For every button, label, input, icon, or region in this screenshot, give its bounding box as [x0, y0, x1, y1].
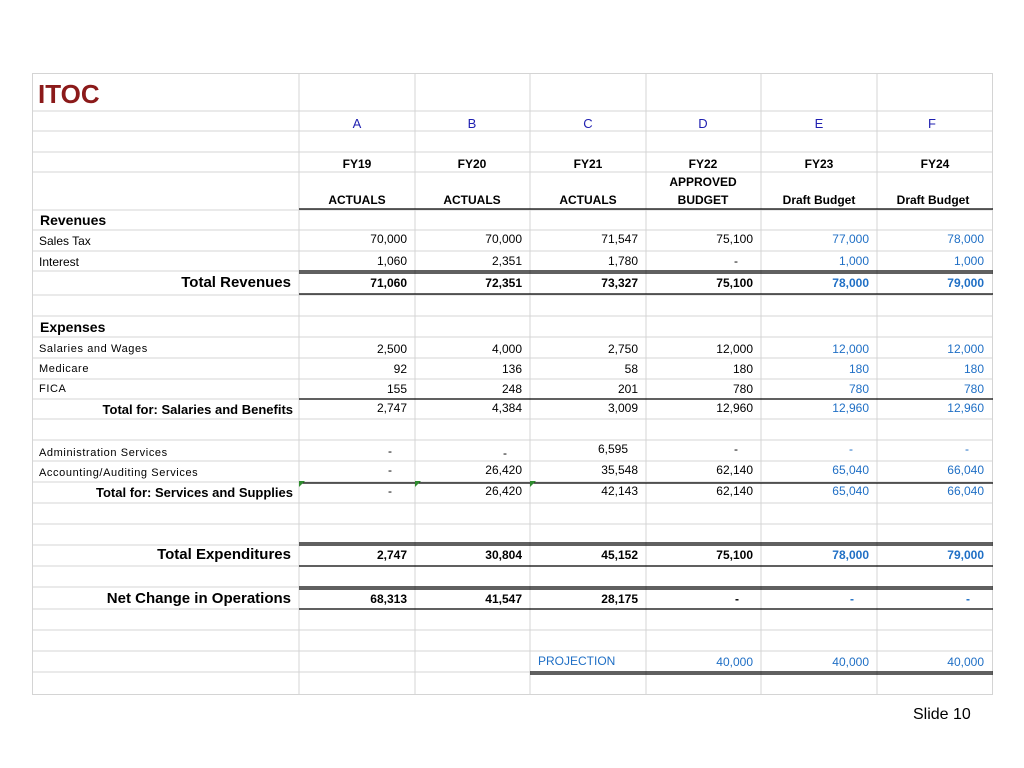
cell-value: 4,384 [491, 401, 522, 415]
cell-value: 1,060 [376, 254, 407, 268]
cell-value: 70,000 [485, 232, 522, 246]
column-letter: A [352, 116, 362, 131]
cell-value: 40,000 [832, 655, 869, 669]
column-letter: D [698, 116, 708, 131]
fiscal-year-header: FY20 [457, 157, 487, 171]
cell-value: 26,420 [485, 484, 522, 498]
cell-value: 2,750 [607, 342, 638, 356]
status-header: Draft Budget [782, 193, 856, 207]
cell-value: 136 [501, 362, 522, 376]
row-label: FICA [39, 383, 67, 395]
cell-value: 78,000 [832, 276, 869, 290]
status-header: ACTUALS [328, 193, 386, 207]
cell-value: 12,000 [947, 342, 984, 356]
cell-value: 40,000 [716, 655, 753, 669]
cell-value: 75,100 [716, 548, 753, 562]
sheet-title: ITOC [38, 79, 100, 109]
row-label: Interest [39, 255, 80, 269]
column-letter: C [583, 116, 593, 131]
cell-value: 780 [848, 382, 869, 396]
cell-value: 12,960 [716, 401, 753, 415]
column-letter: B [467, 116, 477, 131]
column-letter: E [814, 116, 824, 131]
projection-label: PROJECTION [538, 654, 616, 668]
cell-value: 45,152 [601, 548, 638, 562]
fiscal-year-header: FY21 [573, 157, 603, 171]
cell-value: - [734, 442, 738, 456]
cell-value: - [503, 446, 507, 460]
cell-value: - [735, 592, 739, 606]
cell-value: 2,747 [376, 548, 407, 562]
cell-value: 6,595 [597, 442, 628, 456]
slide-number: Slide 10 [913, 706, 971, 723]
cell-value: - [849, 442, 853, 456]
cell-value: 1,780 [607, 254, 638, 268]
row-label: Sales Tax [39, 234, 91, 248]
cell-value: 180 [848, 362, 869, 376]
status-header: Draft Budget [896, 193, 970, 207]
cell-value: 201 [617, 382, 638, 396]
fiscal-year-header: FY19 [342, 157, 372, 171]
cell-value: 78,000 [832, 548, 869, 562]
fiscal-year-header: FY23 [804, 157, 834, 171]
cell-value: 73,327 [601, 276, 638, 290]
cell-value: 58 [624, 362, 638, 376]
cell-value: 2,747 [376, 401, 407, 415]
cell-value: 42,143 [601, 484, 638, 498]
cell-value: 65,040 [832, 463, 869, 477]
cell-value: 62,140 [716, 484, 753, 498]
total-expenditures-label: Total Expenditures [157, 546, 291, 563]
row-label: Accounting/Auditing Services [39, 467, 199, 479]
cell-value: 12,960 [832, 401, 869, 415]
cell-value: 26,420 [485, 463, 522, 477]
total-services-label: Total for: Services and Supplies [96, 485, 293, 500]
cell-value: 65,040 [832, 484, 869, 498]
cell-value: 12,000 [716, 342, 753, 356]
status-header: ACTUALS [559, 193, 617, 207]
cell-value: 4,000 [491, 342, 522, 356]
cell-value: 1,000 [838, 254, 869, 268]
column-letter: F [928, 116, 936, 131]
cell-value: 155 [386, 382, 407, 396]
cell-value: 75,100 [716, 276, 753, 290]
row-label: Administration Services [39, 447, 168, 459]
status-header: ACTUALS [443, 193, 501, 207]
cell-value: 1,000 [953, 254, 984, 268]
cell-value: 28,175 [601, 592, 638, 606]
total-salaries-label: Total for: Salaries and Benefits [102, 402, 293, 417]
cell-value: 30,804 [485, 548, 522, 562]
cell-value: 75,100 [716, 232, 753, 246]
cell-value: 68,313 [370, 592, 407, 606]
cell-value: 12,000 [832, 342, 869, 356]
approved-header: APPROVED [669, 175, 737, 189]
cell-value: 71,060 [370, 276, 407, 290]
cell-value: 780 [963, 382, 984, 396]
net-change-label: Net Change in Operations [106, 590, 291, 607]
cell-value: 180 [963, 362, 984, 376]
cell-value: - [966, 592, 970, 606]
cell-value: 92 [393, 362, 407, 376]
cell-value: 79,000 [947, 548, 984, 562]
cell-value: 62,140 [716, 463, 753, 477]
cell-value: 40,000 [947, 655, 984, 669]
cell-value: 248 [501, 382, 522, 396]
cell-value: 780 [732, 382, 753, 396]
cell-value: 35,548 [601, 463, 638, 477]
cell-value: 77,000 [832, 232, 869, 246]
cell-value: 78,000 [947, 232, 984, 246]
cell-value: - [850, 592, 854, 606]
cell-value: 2,500 [376, 342, 407, 356]
cell-value: - [388, 484, 392, 498]
row-label: Salaries and Wages [39, 343, 148, 355]
cell-value: - [965, 442, 969, 456]
revenues-heading: Revenues [40, 212, 107, 228]
cell-value: 66,040 [947, 484, 984, 498]
status-header: BUDGET [677, 193, 729, 207]
cell-value: 79,000 [947, 276, 984, 290]
cell-value: 12,960 [947, 401, 984, 415]
fiscal-year-header: FY24 [920, 157, 950, 171]
cell-value: 180 [732, 362, 753, 376]
cell-value: 71,547 [601, 232, 638, 246]
cell-value: - [388, 463, 392, 477]
fiscal-year-header: FY22 [688, 157, 718, 171]
spreadsheet [32, 73, 993, 695]
expenses-heading: Expenses [40, 319, 106, 335]
cell-value: - [734, 254, 738, 268]
cell-value: - [388, 444, 392, 458]
cell-value: 66,040 [947, 463, 984, 477]
cell-value: 41,547 [485, 592, 522, 606]
cell-value: 70,000 [370, 232, 407, 246]
cell-value: 72,351 [485, 276, 522, 290]
row-label: Medicare [39, 363, 90, 375]
total-revenues-label: Total Revenues [181, 274, 291, 291]
cell-value: 3,009 [607, 401, 638, 415]
cell-value: 2,351 [491, 254, 522, 268]
